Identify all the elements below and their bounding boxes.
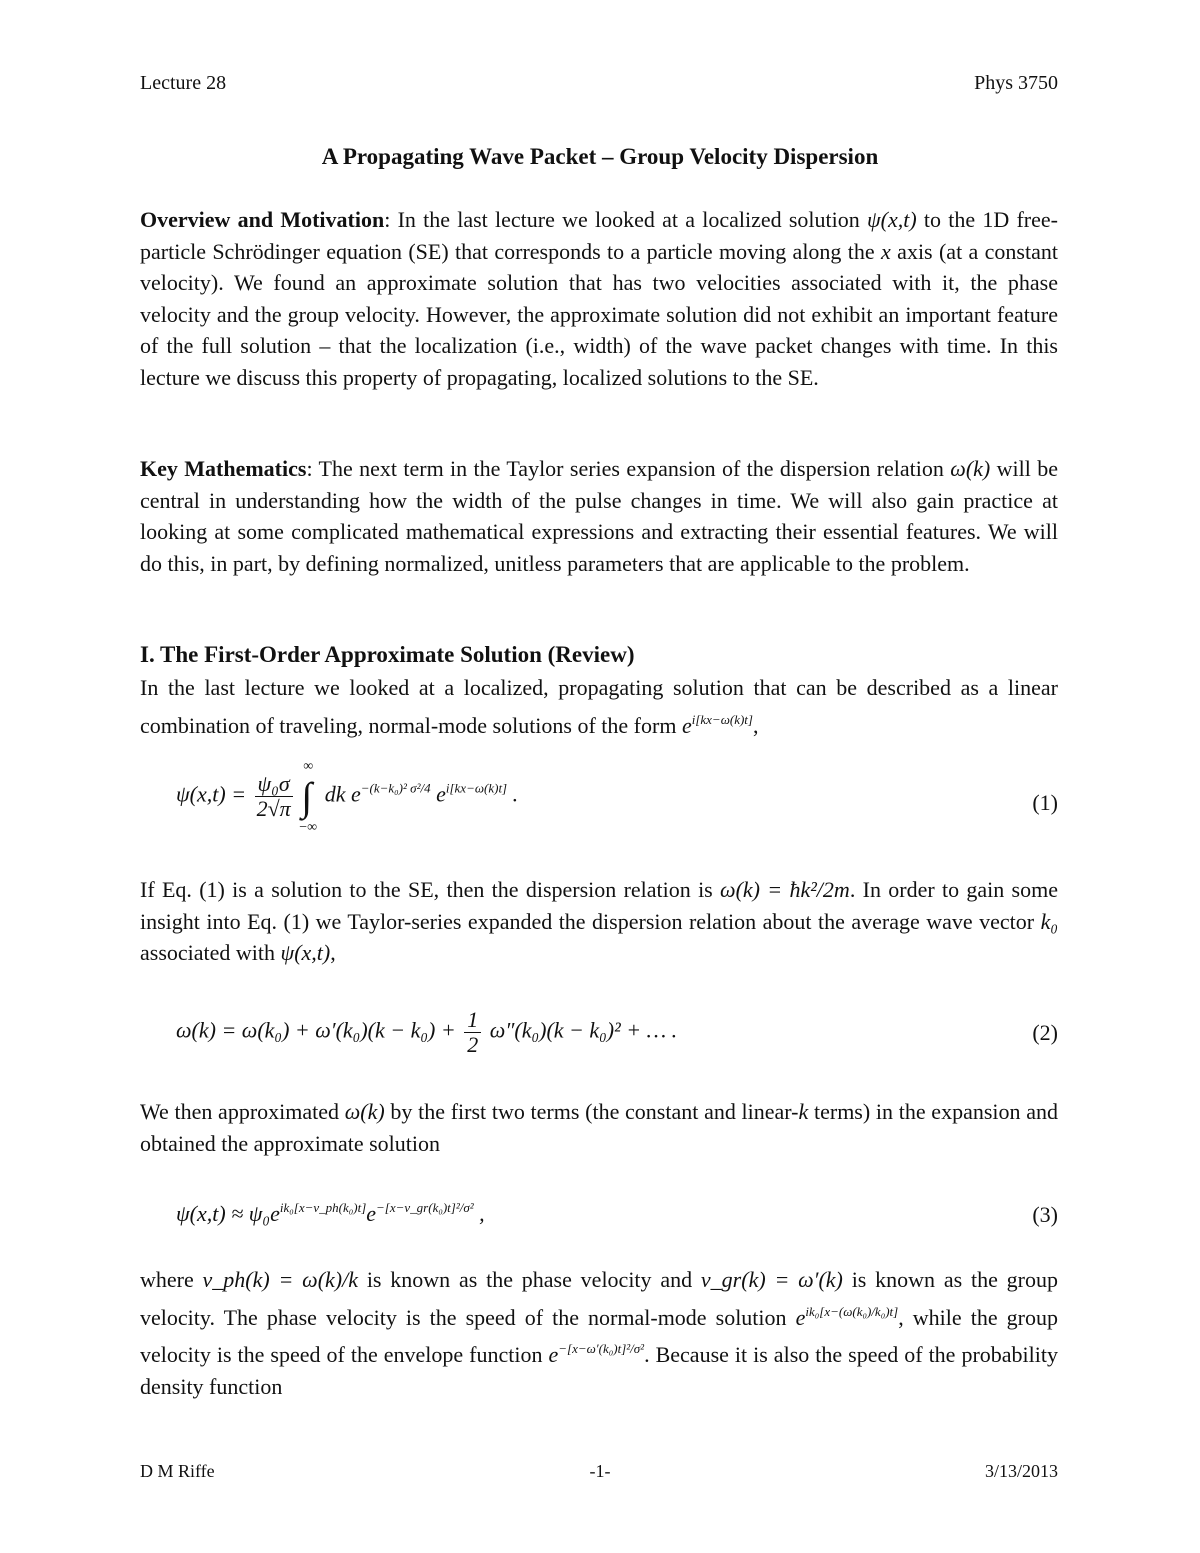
para2-text-c: associated with [140,940,281,965]
footer-date: 3/13/2013 [984,1461,1058,1481]
eq1-exponent-2: i[kx−ω(k)t] [445,780,508,796]
integral-upper-limit: ∞ [303,759,314,774]
envelope-exponent: −[x−ω′(k₀)t]²/σ² [558,1341,645,1356]
equation-1-number: (1) [1032,790,1058,815]
integral-lower-limit: −∞ [299,820,318,835]
eq2-denominator: 2 [467,1032,479,1057]
header-lecture: Lecture 28 [140,72,227,94]
mode-exponent-2: ik₀[x−(ω(k₀)/k₀)t] [805,1303,899,1319]
x-variable: x [881,238,891,264]
dispersion-paragraph [140,874,1058,969]
psi-expression-2: ψ(x,t) [280,940,331,965]
overview-text-c: axis (at a constant velocity). We found an approximate solution that has two velocities associated with it, the phase velocity and the group velocity. However, the approximate solution did not exhibit an important feature of the full solution – that the localization (i.e., width) of the wave packet changes with time. In this lecture we discuss this property of propagating, localized solutions to the SE. [140,238,1058,390]
eq1-denominator: 2√π [256,796,291,821]
approximation-paragraph [140,1096,1058,1159]
eq1-e2: e [430,781,446,807]
overview-text-a: : In the last lecture we looked at a localized solution [384,207,867,232]
eq1-end: . [507,781,519,807]
eq2-fraction [464,1008,481,1057]
eq1-fraction [255,772,293,821]
eq1-body: dk e [324,781,361,807]
keymath-heading: Key Mathematics [140,456,307,481]
velocity-paragraph [140,1264,1058,1402]
envelope-base: e [548,1342,559,1367]
k-variable: k [798,1099,809,1124]
eq2-rhs: ω″(k₀)(k − k₀)² + … . [489,1017,678,1043]
para4-text-e: . Because it is also the speed of the probability density function [140,1342,1058,1399]
para2-text-a: If Eq. (1) is a solution to the SE, then the dispersion relation is [140,877,721,902]
equation-2 [176,1008,677,1057]
mode-base: e [681,712,692,738]
phase-velocity: v_ph(k) = ω(k)/k [202,1267,359,1292]
equation-3-number: (3) [1032,1202,1058,1227]
overview-text-b: to the 1D free-particle Schrödinger equation (SE) that corresponds to a particle moving along the [140,207,1058,264]
dispersion-relation: ω(k) = ħk²/2m [720,877,850,902]
eq1-lhs: ψ(x,t) = [176,781,247,807]
document-title: A Propagating Wave Packet – Group Velocity Dispersion [321,144,879,169]
eq3-lhs: ψ(x,t) ≈ ψ₀e [176,1201,280,1226]
mode-base-2: e [795,1304,806,1330]
eq1-numerator: ψ₀σ [255,772,293,797]
para3-text-b: by the first two terms (the constant and linear- [384,1099,799,1124]
eq2-lhs: ω(k) = ω(k₀) + ω′(k₀)(k − k₀) + [176,1017,456,1043]
keymath-paragraph [140,453,1058,579]
equation-2-number: (2) [1032,1020,1058,1045]
para3-text-c: terms) in the expansion and obtained the approximate solution [140,1099,1058,1156]
para4-text-b: is known as the phase velocity and [358,1267,701,1292]
eq3-end: , [473,1201,485,1226]
eq3-exponent-1: ik₀[x−v_ph(k₀)t] [279,1200,367,1215]
section1-paragraph [140,672,1058,741]
para3-text-a: We then approximated [140,1099,345,1124]
overview-heading: Overview and Motivation [140,207,385,232]
section1-text-a: In the last lecture we looked at a localized, propagating solution that can be described as a linear combination of traveling, normal-mode solutions of the form [140,675,1058,738]
para4-text-d: , while the group velocity is the speed of the envelope function [140,1304,1058,1367]
integral-sign: ∫ ∞ −∞ [299,759,318,835]
k0-variable: k₀ [1040,908,1058,934]
overview-paragraph [140,204,1058,393]
para2-text-b: . In order to gain some insight into Eq. (1) we Taylor-series expanded the dispersion relation about the average wave vector [140,877,1058,934]
para4-text-a: where [140,1267,203,1292]
group-velocity: v_gr(k) = ω′(k) [700,1267,843,1292]
eq2-numerator: 1 [464,1008,481,1033]
eq1-exponent-1: −(k−k₀)² σ²/4 [360,780,431,796]
keymath-text-b: will be central in understanding how the width of the pulse changes in time. We will also gain practice at looking at some complicated mathematical expressions and extracting their essential features. We will do this, in part, by defining normalized, unitless parameters that are applicable to the problem. [140,456,1058,576]
eq3-e2: e [366,1201,377,1226]
keymath-text-a: : The next term in the Taylor series expansion of the dispersion relation [306,456,951,481]
section1-text-b: , [752,712,759,738]
header-course: Phys 3750 [974,72,1058,94]
equation-3 [176,1200,485,1227]
omega-expression: ω(k) [950,456,991,481]
para2-text-d: , [330,940,336,965]
omega-expression-2: ω(k) [344,1099,385,1124]
equation-1 [176,759,519,835]
footer-author: D M Riffe [140,1461,215,1481]
psi-expression: ψ(x,t) [866,207,917,232]
mode-exponent: i[kx−ω(k)t] [691,711,753,727]
section-heading: I. The First-Order Approximate Solution (Review) [140,642,635,667]
para4-text-c: is known as the group velocity. The phase velocity is the speed of the normal-mode solution [140,1267,1058,1330]
eq3-exponent-2: −[x−v_gr(k₀)t]²/σ² [376,1200,474,1215]
footer-page-number: -1- [589,1461,611,1481]
